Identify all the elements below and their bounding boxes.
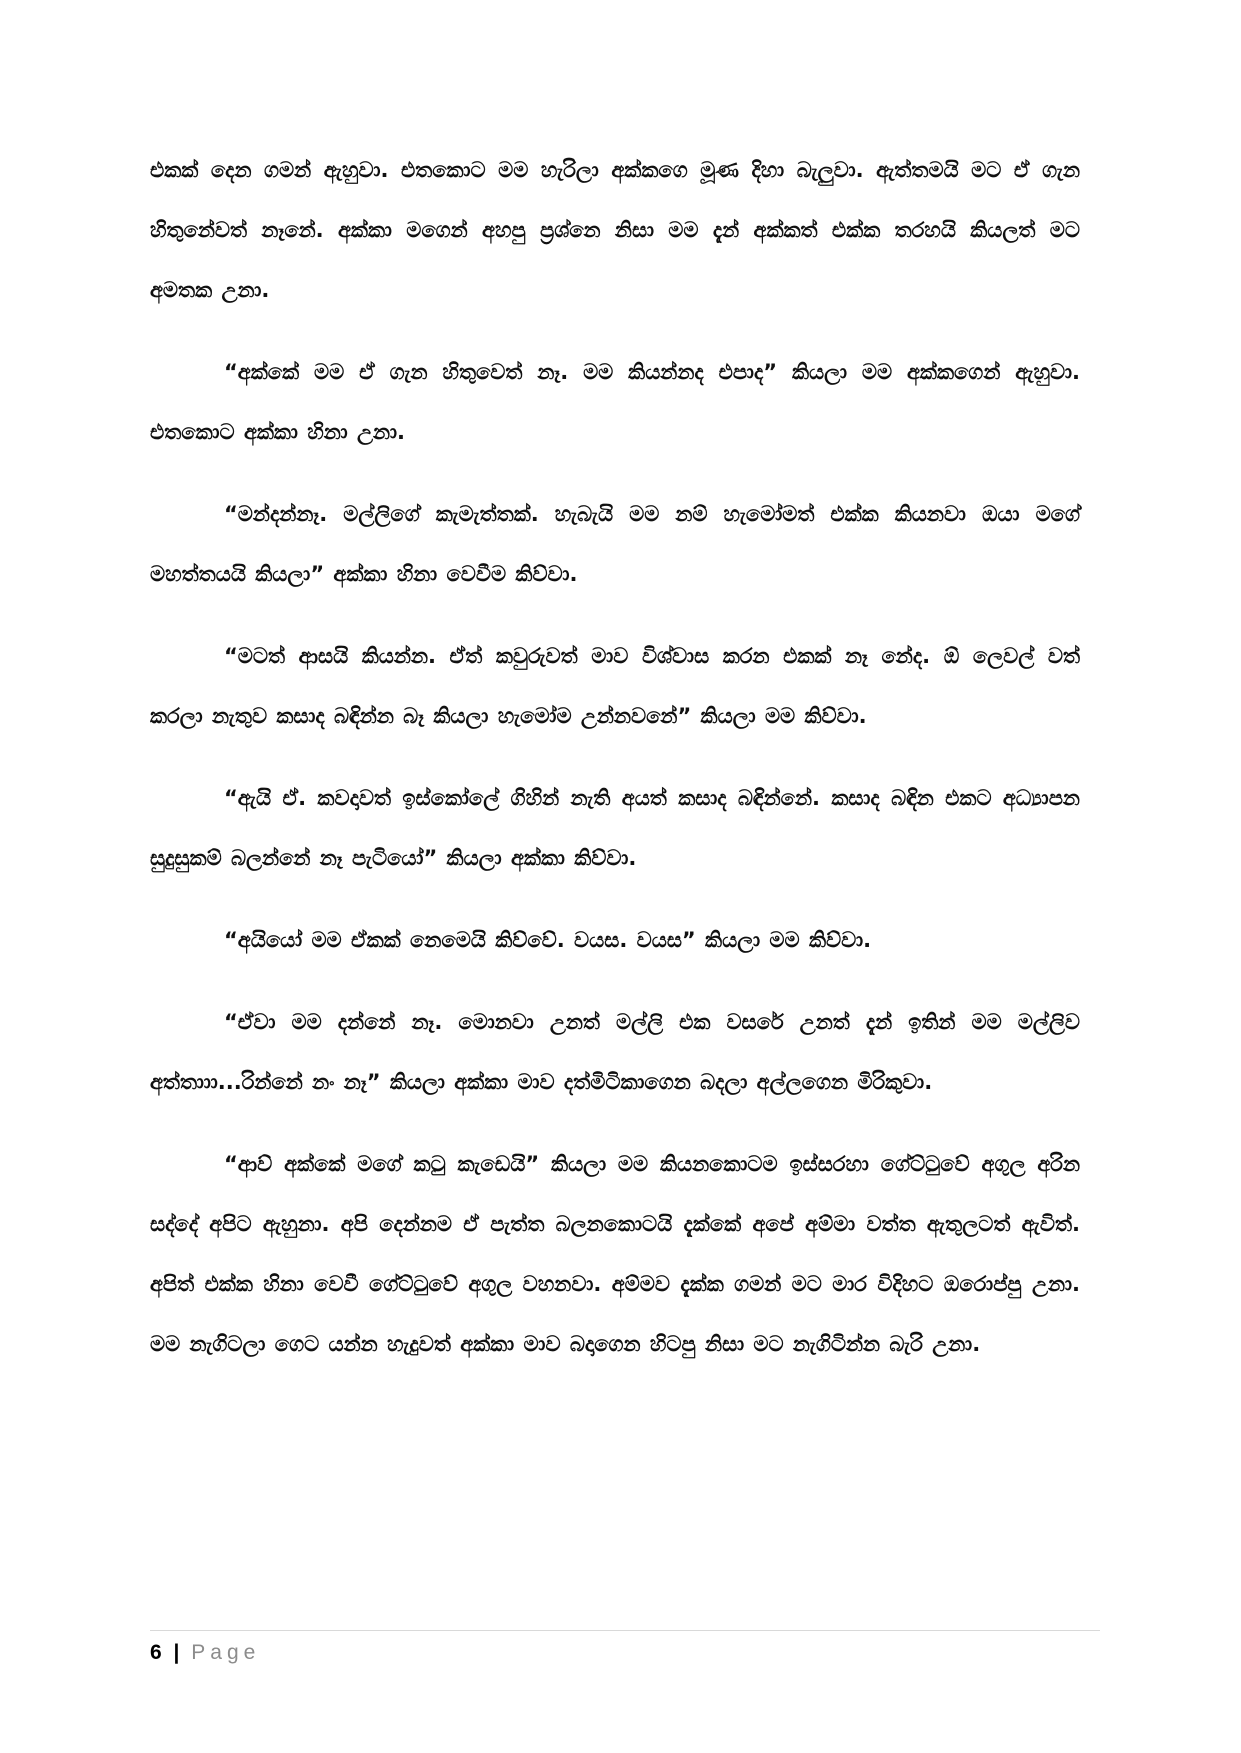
page-number: 6 [150,1641,162,1664]
paragraph-1: එකක් දෙන ගමන් ඇහුවා. එතකොට මම හැරිලා අක්කගෙ මූණ දිහා බැලුවා. ඇත්තමයි මට ඒ ගැන හිතුනේවත් නෑනේ. අක්කා මගෙන් අහපු ප්‍රශ්නෙ නිසා මම දැන් අක්කත් එක්ක තරහයි කියලත් මට අමතක උනා. [150,158,1080,302]
footer-separator: | [173,1641,180,1664]
paragraph-7: “ඒවා මම දන්නේ නෑ. මොනවා උනත් මල්ලි එක වසරේ උනත් දැන් ඉතින් මම මල්ලිව අත්තාාා...රින්නේ නං නෑ” කියලා අක්කා මාව දත්මිටිකාගෙන බදලා අල්ලගෙන මිරිකුවා. [150,1010,1080,1094]
body-text [150,140,1080,1374]
page-footer [150,1630,1100,1667]
paragraph-8: “ආව් අක්කේ මගේ කටු කැඩෙයි” කියලා මම කියනකොටම ඉස්සරහා ගේට්ටුවේ අගුල අරින සද්දේ අපිට ඇහුනා. අපි දෙන්නම ඒ පැත්ත බලනකොටයි දැක්කේ අපේ අම්මා වත්ත ඇතුලටත් ඇවිත්. අපිත් එක්ක හිනා වෙවී ගේට්ටුවේ අගුල වහනවා. අම්මව දැක්ක ගමන් මට මාර විදිහට ඔරොප්පු උනා. මම නැගිටලා ගෙට යන්න හැදුවත් අක්කා මාව බදාගෙන හිටපු නිසා මට නැගිටින්න බැරි උනා. [150,1152,1080,1356]
paragraph-3: “මන්දන්නෑ. මල්ලිගේ කැමැත්තක්. හැබැයි මම නම් හැමෝමත් එක්ක කියනවා ඔයා මගේ මහත්තයයි කියලා” අක්කා හිනා වෙවීම කිව්වා. [150,502,1080,586]
paragraph-2: “අක්කේ මම ඒ ගැන හිතුවෙත් නෑ. මම කියන්නද එපාද” කියලා මම අක්කගෙන් ඇහුවා. එතකොට අක්කා හිනා උනා. [150,360,1080,444]
page-label: Page [191,1641,261,1664]
paragraph-6: “අයියෝ මම ඒකක් නෙමෙයි කිව්වේ. වයස. වයස” කියලා මම කිව්වා. [224,928,872,952]
paragraph-4: “මටත් ආසයි කියන්න. ඒත් කවුරුවත් මාව විශ්වාස කරන එකක් නෑ නේද. ඕ ලෙවල් වත් කරලා නැතුව කසාද බඳින්න බෑ කියලා හැමෝම උන්නවනේ” කියලා මම කිව්වා. [150,644,1080,728]
paragraph-5: “ඇයි ඒ. කවදාවත් ඉස්කෝලේ ගිහින් නැති අයත් කසාද බඳින්නේ. කසාද බඳින එකට අධ්‍යාපන සුදුසුකම් බලන්නේ නෑ පැටියෝ” කියලා අක්කා කිව්වා. [150,786,1080,870]
